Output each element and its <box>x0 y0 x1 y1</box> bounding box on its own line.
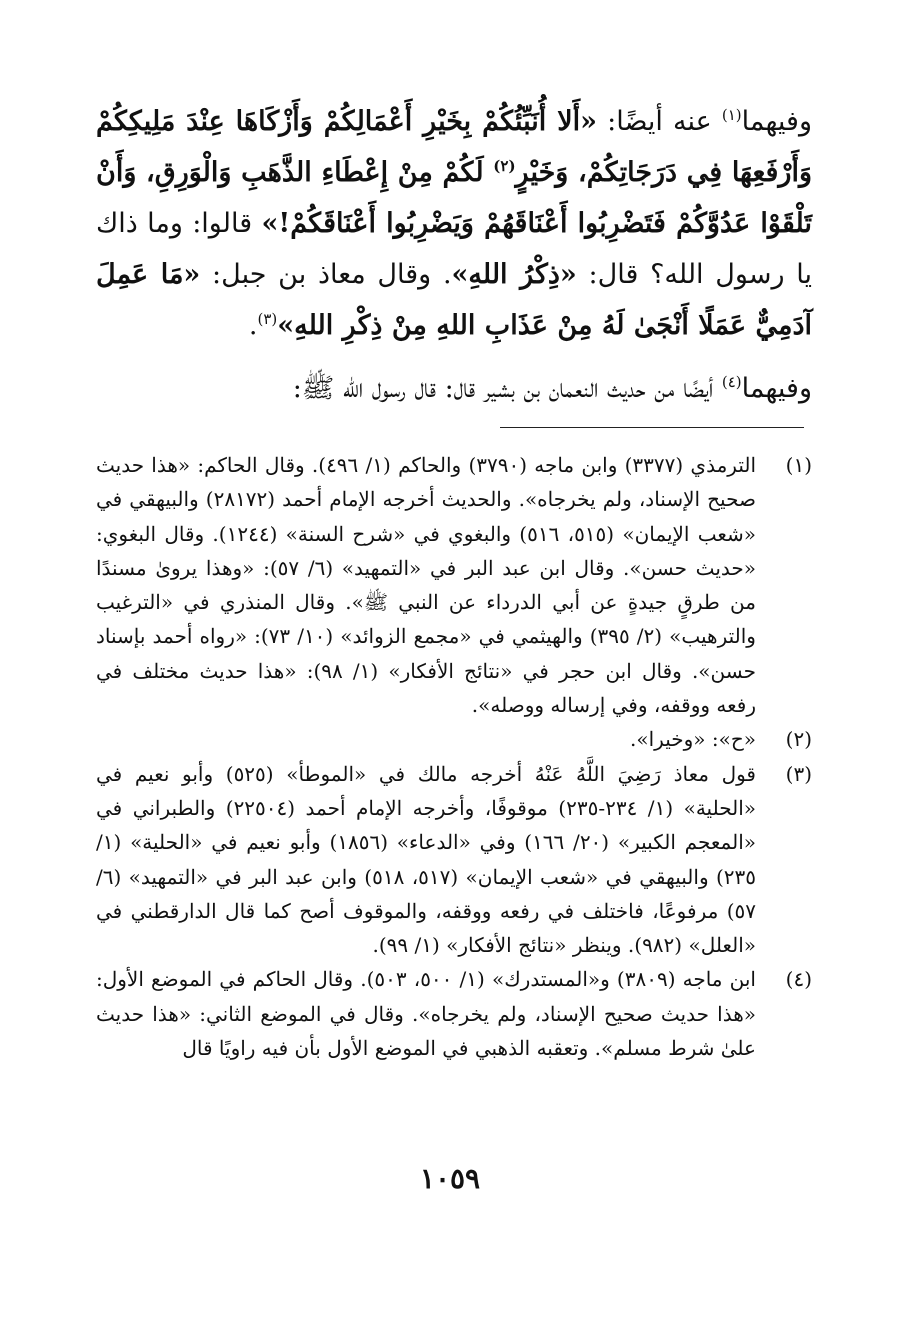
paragraph-intro: وفيهما <box>741 373 812 404</box>
footnote-4 <box>96 962 812 1065</box>
footnote-ref-2: (٢) <box>493 157 516 175</box>
footnotes <box>96 448 812 1065</box>
paragraph-end: . <box>248 310 258 341</box>
footnote-ref-3: (٣) <box>257 310 278 328</box>
footnote-divider <box>500 427 804 428</box>
footnote-number: (٢) <box>785 727 812 752</box>
answer-quote: «ذِكْرُ اللهِ» <box>451 259 577 290</box>
footnote-text: ابن ماجه (٣٨٠٩) و«المستدرك» (١/ ٥٠٠، ٥٠٣). وقال الحاكم في الموضع الأول: «هذا حديث صحيح الإسناد، ولم يخرجاه». وقال في الموضع الثاني: «هذا حديث علىٰ شرط مسلم». وتعقبه الذهبي في الموضع الأول بأن فيه راويًا قال <box>96 967 756 1061</box>
footnote-number: (٣) <box>785 761 812 786</box>
paragraph-intro: وفيهما <box>741 106 812 137</box>
footnote-text: الترمذي (٣٣٧٧) وابن ماجه (٣٧٩٠) والحاكم (١/ ٤٩٦). وقال الحاكم: «هذا حديث صحيح الإسناد، ولم يخرجاه». والحديث أخرجه الإمام أحمد (٢٨١٧٢) والبيهقي في «شعب الإيمان» (٥١٥، ٥١٦) والبغوي في «شرح السنة» (١٢٤٤). وقال البغوي: «حديث حسن». وقال ابن عبد البر في «التمهيد» (٦/ ٥٧): «وهذا يروىٰ مسندًا من طرقٍ جيدةٍ عن أبي الدرداء عن النبي ﷺ». وقال المنذري في «الترغيب والترهيب» (٢/ ٣٩٥) والهيثمي في «مجمع الزوائد» (١٠/ ٧٣): «رواه أحمد بإسناد حسن». وقال ابن حجر في «نتائج الأفكار» (١/ ٩٨): «هذا حديث مختلف في رفعه ووقفه، وفي إرساله ووصله». <box>96 453 757 718</box>
hadith-quote-continued: لَكُمْ مِنْ إِعْطَاءِ الذَّهَبِ وَالْوَرِقِ، وَأَنْ تَلْقَوْا عَدُوَّكُمْ فَتَضْرِبُوا أَعْنَاقَهُمْ وَيَضْرِبُوا أَعْنَاقَكُمْ!» <box>96 157 812 239</box>
muadh-quote: «مَا عَمِلَ آدَمِيٌّ عَمَلًا أَنْجَىٰ لَهُ مِنْ عَذَابِ اللهِ مِنْ ذِكْرِ اللهِ» <box>96 259 812 341</box>
hadith-quote: «أَلا أُنَبِّئُكُمْ بِخَيْرِ أَعْمَالِكُمْ وَأَزْكَاهَا عِنْدَ مَلِيكِكُمْ وَأَرْفَعِهَا فِي دَرَجَاتِكُمْ، وَخَيْرٍ <box>96 106 813 188</box>
main-text <box>96 96 812 414</box>
footnote-number: (١) <box>785 453 812 477</box>
narration-text: قالوا: وما ذاك يا رسول الله؟ قال: <box>96 208 812 290</box>
footnote-text: قول معاذ رَضِيَ اللَّهُ عَنْهُ أخرجه مالك في «الموطأ» (٥٢٥) وأبو نعيم في «الحلية» (١/ ٢٣٤-٢٣٥) موقوفًا، وأخرجه الإمام أحمد (٢٢٥٠٤) والطبراني في «المعجم الكبير» (٢٠/ ١٦٦) وفي «الدعاء» (١٨٥٦) وأبو نعيم في «الحلية» (١/ ٢٣٥) والبيهقي في «شعب الإيمان» (٥١٧، ٥١٨) وابن عبد البر في «التمهيد» (٦/ ٥٧) مرفوعًا، فاختلف في رفعه ووقفه، والموقوف أصح كما قال الدارقطني في «العلل» (٩٨٢). وينظر «نتائج الأفكار» (١/ ٩٩). <box>96 761 756 958</box>
muadh-intro: . وقال معاذ بن جبل: <box>200 259 452 290</box>
paragraph-text: عنه أيضًا: <box>597 106 722 137</box>
paragraph-text: أيضًا من حديث النعمان بن بشير قال: قال رسول الله ﷺ: <box>292 373 722 404</box>
page-number: ١٠٥٩ <box>419 1162 481 1195</box>
main-paragraph-2 <box>96 363 812 414</box>
main-paragraph-1 <box>96 96 812 351</box>
footnote-2 <box>96 722 812 756</box>
footnote-text: «ح»: «وخيرا». <box>630 727 756 752</box>
footnote-ref-1: (١) <box>721 106 742 124</box>
footnote-3 <box>96 757 812 963</box>
footnote-number: (٤) <box>785 967 812 992</box>
footnote-ref-4: (٤) <box>721 373 742 391</box>
footnote-1 <box>96 448 812 722</box>
